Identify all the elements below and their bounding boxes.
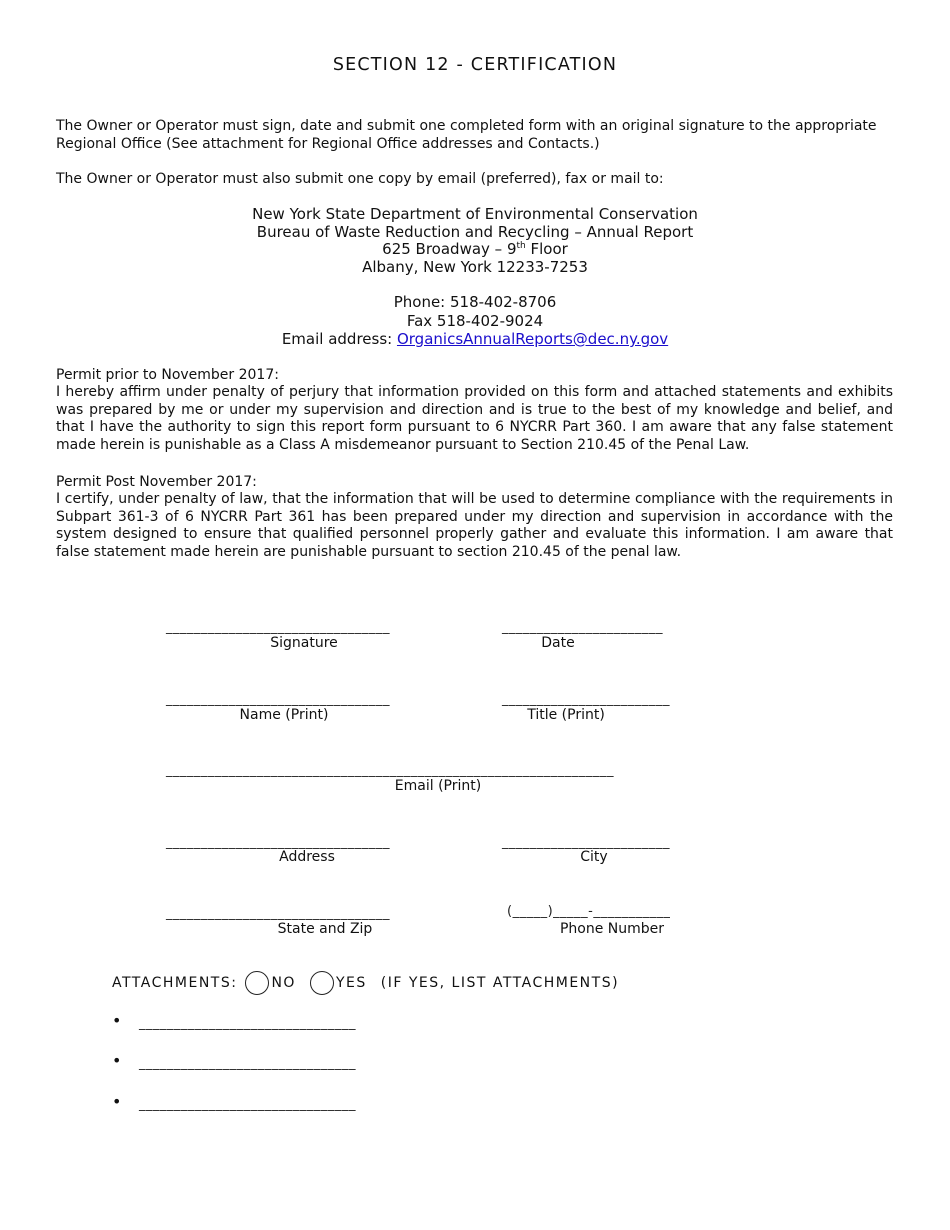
- address-line-2: Bureau of Waste Reduction and Recycling – Annual Report: [256, 223, 694, 241]
- intro-paragraph-2: The Owner or Operator must also submit one copy by email (preferred), fax or mail to:: [56, 171, 664, 187]
- title-label: Title (Print): [527, 707, 605, 723]
- no-radio-button[interactable]: [245, 971, 269, 995]
- address-line-4: Albany, New York 12233-7253: [362, 258, 588, 276]
- bullet-icon: •: [112, 1011, 122, 1030]
- email-label: Email address:: [281, 330, 397, 348]
- attachments-label: ATTACHMENTS:: [112, 975, 238, 991]
- fax-line: Fax 518-402-9024: [406, 312, 544, 330]
- permit-prior-heading: Permit prior to November 2017:: [56, 367, 279, 383]
- attachments-row: [112, 971, 619, 995]
- state-zip-line[interactable]: ________________________________: [166, 906, 390, 921]
- address-floor-suffix: th: [516, 241, 526, 251]
- name-line[interactable]: ________________________________: [166, 692, 390, 707]
- city-label: City: [580, 849, 608, 865]
- yes-radio-button[interactable]: [310, 971, 334, 995]
- intro-paragraph-1: The Owner or Operator must sign, date and submit one completed form with an original signature to the appropriate Regional Office (See attachment for Regional Office addresses and Contacts.): [56, 118, 877, 152]
- permit-post-statement: I certify, under penalty of law, that the information that will be used to determine compliance with the requirements in Subpart 361-3 of 6 NYCRR Part 361 has been prepared under my direction and supervision in accordance with the system designed to ensure that qualified personnel properly gather and evaluate this information. I am aware that false statement made herein are punishable pursuant to section 210.45 of the penal law.: [56, 491, 893, 560]
- no-option-label: NO: [271, 975, 296, 991]
- attachment-line-3[interactable]: _______________________________: [139, 1097, 356, 1112]
- phone-number-line[interactable]: (_____)_____-___________: [507, 904, 671, 919]
- date-label: Date: [541, 635, 575, 651]
- address-line-3: [0, 241, 950, 259]
- address-field-line[interactable]: ________________________________: [166, 835, 390, 850]
- name-label: Name (Print): [239, 707, 329, 723]
- address-floor: Floor: [525, 240, 568, 258]
- address-line-1: New York State Department of Environmental Conservation: [252, 205, 698, 223]
- bullet-icon: •: [112, 1092, 122, 1111]
- state-zip-label: State and Zip: [277, 921, 373, 937]
- permit-post-heading: Permit Post November 2017:: [56, 474, 257, 490]
- title-line[interactable]: ________________________: [502, 692, 670, 707]
- attachment-line-1[interactable]: _______________________________: [139, 1016, 356, 1031]
- email-print-line[interactable]: ________________________________________________________________: [166, 763, 614, 778]
- date-line[interactable]: _______________________: [502, 620, 663, 635]
- email-print-label: Email (Print): [394, 778, 482, 794]
- address-street: 625 Broadway – 9: [382, 240, 517, 258]
- signature-label: Signature: [270, 635, 338, 651]
- page-title: SECTION 12 - CERTIFICATION: [332, 55, 618, 75]
- city-line[interactable]: ________________________: [502, 835, 670, 850]
- phone-number-label: Phone Number: [559, 921, 665, 937]
- permit-prior-statement: I hereby affirm under penalty of perjury that information provided on this form and attached statements and exhibits was prepared by me or under my supervision and direction and is true to the best of my knowledge and belief, and that I have the authority to sign this report form pursuant to 6 NYCRR Part 360. I am aware that any false statement made herein is punishable as a Class A misdemeanor pursuant to Section 210.45 of the Penal Law.: [56, 384, 893, 453]
- bullet-icon: •: [112, 1051, 122, 1070]
- attachment-line-2[interactable]: _______________________________: [139, 1056, 356, 1071]
- signature-line[interactable]: ________________________________: [166, 620, 390, 635]
- address-field-label: Address: [279, 849, 335, 865]
- email-link[interactable]: OrganicsAnnualReports@dec.ny.gov: [396, 330, 669, 348]
- attachments-note: (IF YES, LIST ATTACHMENTS): [380, 975, 620, 991]
- yes-option-label: YES: [335, 975, 367, 991]
- email-line: [0, 331, 950, 349]
- phone-line: Phone: 518-402-8706: [393, 293, 557, 311]
